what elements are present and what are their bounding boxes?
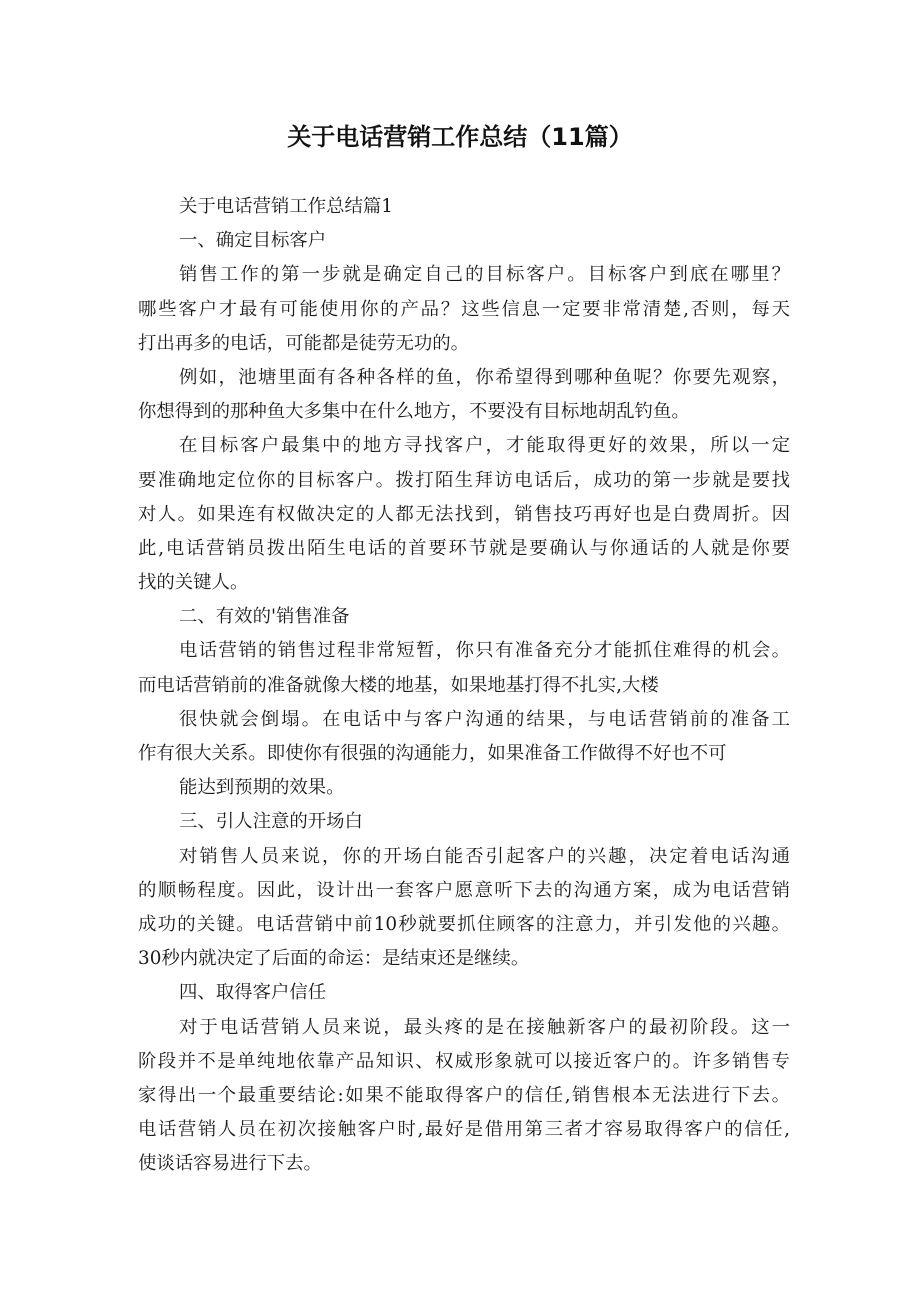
- text-line: 30秒内就决定了后面的命运：是结束还是继续。: [138, 948, 530, 970]
- text-line: 电话营销的销售过程非常短暂，你只有准备充分才能抓住难得的机会。: [179, 640, 790, 662]
- text-line: 很快就会倒塌。在电话中与客户沟通的结果，与电话营销前的准备工: [179, 708, 790, 730]
- text-line: 的顺畅程度。因此，设计出一套客户愿意听下去的沟通方案，成为电话营销: [138, 879, 790, 901]
- text-line: 你想得到的那种鱼大多集中在什么地方，不要没有目标地胡乱钓鱼。: [138, 401, 690, 423]
- text-line: 能达到预期的效果。: [179, 777, 345, 799]
- text-line: 电话营销人员在初次接触客户时,最好是借用第三者才容易取得客户的信任,: [138, 1119, 790, 1141]
- text-line: 此,电话营销员拨出陌生电话的首要环节就是要确认与你通话的人就是你要: [138, 537, 790, 559]
- text-line: 销售工作的第一步就是确定自己的目标客户。目标客户到底在哪里？: [179, 264, 790, 286]
- text-line: 在目标客户最集中的地方寻找客户，才能取得更好的效果，所以一定: [179, 435, 790, 457]
- text-line: 对销售人员来说，你的开场白能否引起客户的兴趣，决定着电话沟通: [179, 845, 790, 867]
- document-title: 关于电话营销工作总结（11篇）: [287, 123, 633, 151]
- text-line: 要准确地定位你的目标客户。拨打陌生拜访电话后，成功的第一步就是要找: [138, 469, 790, 491]
- text-line: 成功的关键。电话营销中前10秒就要抓住顾客的注意力，并引发他的兴趣。: [138, 913, 790, 935]
- text-line: 对人。如果连有权做决定的人都无法找到，销售技巧再好也是白费周折。因: [138, 503, 790, 525]
- text-line: 对于电话营销人员来说，最头疼的是在接触新客户的最初阶段。这一: [179, 1016, 790, 1038]
- text-line: 四、取得客户信任: [179, 982, 327, 1004]
- text-line: 哪些客户才最有可能使用你的产品？这些信息一定要非常清楚,否则，每天: [138, 298, 790, 320]
- text-line: 使谈话容易进行下去。: [138, 1153, 322, 1175]
- text-line: 关于电话营销工作总结篇1: [179, 196, 393, 217]
- text-line: 家得出一个最重要结论:如果不能取得客户的信任,销售根本无法进行下去。: [138, 1084, 790, 1106]
- text-line: 例如，池塘里面有各种各样的鱼，你希望得到哪种鱼呢？你要先观察，: [179, 366, 790, 388]
- text-line: 而电话营销前的准备就像大楼的地基，如果地基打得不扎实,大楼: [138, 674, 659, 696]
- text-line: 三、引人注意的开场白: [179, 811, 363, 833]
- text-line: 找的关键人。: [138, 572, 249, 594]
- text-line: 二、有效的'销售准备: [179, 606, 350, 628]
- text-line: 打出再多的电话，可能都是徒劳无功的。: [138, 332, 470, 354]
- document-body: [138, 190, 790, 1181]
- text-line: 阶段并不是单纯地依靠产品知识、权威形象就可以接近客户的。许多销售专: [138, 1050, 790, 1072]
- text-line: 一、确定目标客户: [179, 230, 327, 252]
- text-line: 作有很大关系。即使你有很强的沟通能力，如果准备工作做得不好也不可: [138, 743, 727, 764]
